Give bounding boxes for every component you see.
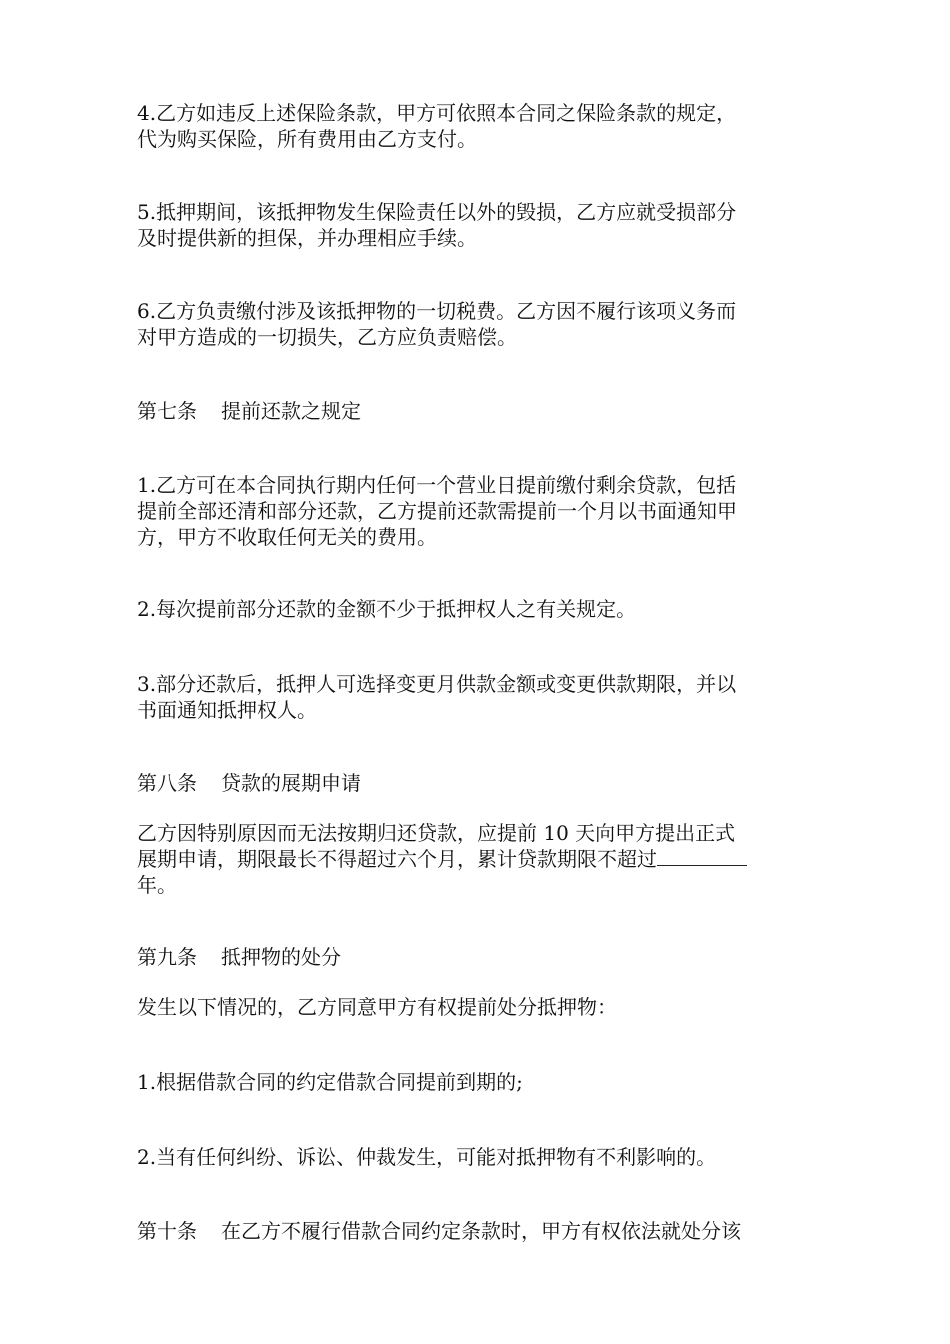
article-10-heading: [137, 1218, 817, 1244]
clause-5-damage-guarantee: [137, 199, 817, 251]
fill-in-blank[interactable]: [657, 847, 747, 866]
text-line: 4.乙方如违反上述保险条款，甲方可依照本合同之保险条款的规定，: [137, 101, 737, 125]
clause-9-2: [137, 1144, 817, 1170]
text-line: 2.当有任何纠纷、诉讼、仲裁发生，可能对抵押物有不利影响的。: [137, 1145, 717, 1169]
clause-7-3-change-installment: [137, 671, 817, 723]
article-number: 第八条: [137, 771, 197, 795]
article-9-intro: [137, 994, 817, 1020]
text-line: 3.部分还款后，抵押人可选择变更月供款金额或变更供款期限，并以: [137, 672, 737, 696]
article-title: 贷款的展期申请: [221, 771, 361, 795]
text-line: 及时提供新的担保，并办理相应手续。: [137, 226, 477, 250]
text-line: 6.乙方负责缴付涉及该抵押物的一切税费。乙方因不履行该项义务而: [137, 299, 737, 323]
article-number: 第九条: [137, 945, 197, 969]
text-line: 提前全部还清和部分还款，乙方提前还款需提前一个月以书面通知甲: [137, 499, 737, 523]
article-title: 抵押物的处分: [221, 945, 341, 969]
text-line: 发生以下情况的，乙方同意甲方有权提前处分抵押物：: [137, 995, 617, 1019]
text-line: 1.根据借款合同的约定借款合同提前到期的;: [137, 1070, 523, 1094]
article-7-heading: [137, 398, 817, 424]
text-line: 书面通知抵押权人。: [137, 698, 317, 722]
text-line: 5.抵押期间，该抵押物发生保险责任以外的毁损，乙方应就受损部分: [137, 200, 737, 224]
clause-7-2-minimum-amount: [137, 596, 817, 622]
text-line: 乙方因特别原因而无法按期归还贷款，应提前 10 天向甲方提出正式: [137, 821, 736, 845]
text-line: 对甲方造成的一切损失，乙方应负责赔偿。: [137, 325, 517, 349]
text-line: 1.乙方可在本合同执行期内任何一个营业日提前缴付剩余贷款，包括: [137, 473, 737, 497]
text-line: 展期申请，期限最长不得超过六个月，累计贷款期限不超过: [137, 847, 657, 871]
clause-6-taxes: [137, 298, 817, 350]
text-line: 方，甲方不收取任何无关的费用。: [137, 525, 437, 549]
text-line: 2.每次提前部分还款的金额不少于抵押权人之有关规定。: [137, 597, 637, 621]
article-title: 提前还款之规定: [221, 399, 361, 423]
clause-4-insurance-purchase: [137, 100, 817, 152]
article-9-heading: [137, 944, 817, 970]
article-number: 第七条: [137, 399, 197, 423]
text-line: 代为购买保险，所有费用由乙方支付。: [137, 127, 477, 151]
clause-9-1: [137, 1069, 817, 1095]
text-line: 年。: [137, 873, 177, 897]
article-8-heading: [137, 770, 817, 796]
clause-7-1-early-repayment: [137, 472, 817, 550]
article-number: 第十条: [137, 1219, 197, 1243]
article-text: 在乙方不履行借款合同约定条款时，甲方有权依法就处分该: [221, 1219, 741, 1243]
article-8-body: [137, 820, 817, 898]
